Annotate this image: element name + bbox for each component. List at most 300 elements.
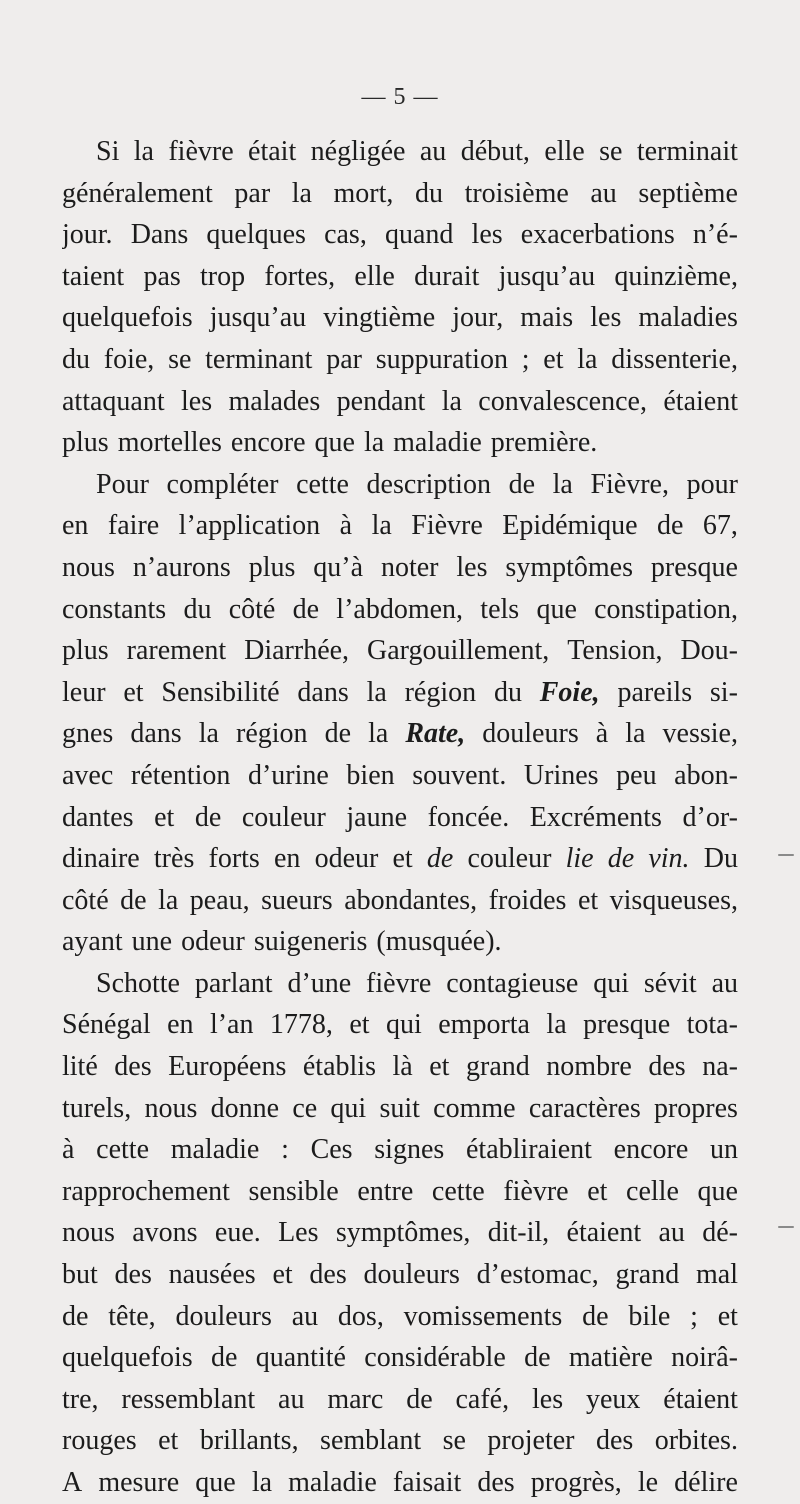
word: n’é-: [692, 219, 738, 251]
word: peu: [616, 759, 657, 791]
word: tête,: [108, 1300, 156, 1332]
word: d’or-: [682, 801, 738, 833]
word: yeux: [585, 1383, 641, 1415]
word: Gargouillement,: [367, 635, 550, 667]
word: établiraient: [466, 1134, 592, 1166]
word: et: [429, 1051, 450, 1083]
word: suppuration: [375, 343, 508, 375]
word: la: [625, 718, 646, 750]
word: et: [587, 1175, 608, 1207]
word: les: [456, 551, 488, 583]
word: nous: [62, 1217, 115, 1249]
word: des: [595, 1425, 634, 1457]
word: encore: [613, 1134, 689, 1166]
word: du: [493, 676, 522, 708]
text-line: [62, 838, 738, 880]
word: rapprochement: [62, 1175, 230, 1207]
word: la: [363, 427, 385, 459]
word: de: [62, 1300, 89, 1332]
word: pour: [686, 468, 738, 500]
word: couleur: [467, 843, 552, 875]
word: pas: [143, 260, 181, 292]
word: qui: [330, 1092, 367, 1124]
word: en: [62, 510, 89, 542]
word: abon-: [674, 759, 738, 791]
word: au: [711, 967, 738, 999]
word: ce: [292, 1092, 318, 1124]
word: Urines: [523, 759, 599, 791]
text-line: [62, 422, 738, 464]
word: taient: [62, 260, 125, 292]
word: la: [366, 676, 387, 708]
word: en: [273, 843, 301, 875]
word: de: [508, 468, 535, 500]
text-line: [62, 173, 738, 215]
text-line: [62, 755, 738, 797]
word: dinaire: [62, 843, 140, 875]
word: Les: [278, 1217, 319, 1249]
word: les: [590, 302, 622, 334]
text-line: [62, 381, 738, 423]
word: douleurs: [175, 1300, 272, 1332]
word: était: [248, 136, 297, 167]
word: un: [709, 1134, 738, 1166]
word: et: [577, 884, 599, 916]
word: symptômes,: [335, 1217, 471, 1249]
word: Excréments: [529, 801, 662, 833]
word: faisait: [392, 1467, 462, 1498]
word: de: [426, 843, 454, 875]
word: Fièvre: [411, 510, 483, 542]
word: et: [272, 1259, 293, 1291]
word: la: [552, 468, 573, 500]
word: souvent.: [412, 759, 507, 791]
word: de: [194, 801, 222, 833]
word: que: [697, 1175, 738, 1207]
word: troisième: [464, 177, 569, 209]
word: Ces: [310, 1134, 353, 1166]
word: Dans: [130, 219, 189, 251]
word: parlant: [194, 967, 273, 999]
word: région: [236, 718, 308, 750]
word: dé-: [702, 1217, 738, 1249]
word: contagieuse: [446, 967, 579, 999]
word: la: [441, 385, 462, 417]
word: la: [546, 1009, 567, 1041]
word: trop: [200, 260, 246, 292]
word: de: [406, 1383, 433, 1415]
word: étaient: [663, 1383, 738, 1415]
word: lité: [62, 1051, 98, 1083]
word: et: [158, 1425, 179, 1457]
word: généralement: [62, 177, 213, 209]
text-line: [62, 1129, 738, 1171]
text-line: [62, 713, 738, 755]
word: emporta: [438, 1009, 530, 1041]
word: nous: [62, 551, 115, 583]
text-line: [62, 672, 738, 714]
word: but: [62, 1259, 98, 1291]
word: quelques: [206, 219, 306, 251]
word: quinzième,: [614, 260, 738, 292]
word: Tension,: [567, 635, 663, 667]
word: leur: [62, 676, 106, 708]
word: plus: [62, 427, 109, 459]
word: des: [309, 1259, 347, 1291]
word: fièvre: [366, 967, 432, 999]
word: forts: [208, 843, 260, 875]
word: que: [314, 427, 355, 459]
word: au: [419, 136, 447, 167]
word: côté: [62, 884, 109, 916]
word: plus: [248, 551, 296, 583]
word: d’estomac,: [476, 1259, 599, 1291]
word: compléter: [166, 468, 279, 500]
word: :: [281, 1134, 289, 1166]
word: avons: [132, 1217, 198, 1249]
text-line: [62, 256, 738, 298]
word: Rate,: [405, 718, 466, 750]
word: propres: [653, 1092, 738, 1124]
word: brillants,: [199, 1425, 299, 1457]
word: Du: [703, 843, 738, 875]
text-line: [62, 297, 738, 339]
word: exacerbations: [520, 219, 675, 251]
text-line: [62, 589, 738, 631]
word: nous: [144, 1092, 198, 1124]
word: douleurs: [482, 718, 579, 750]
word: maladies: [638, 302, 738, 334]
word: établis: [302, 1051, 376, 1083]
word: lie: [565, 843, 594, 875]
word: avec: [62, 759, 114, 791]
word: quelquefois: [62, 1342, 193, 1374]
word: visqueuses,: [609, 884, 738, 916]
word: de: [607, 843, 635, 875]
word: mortelles: [117, 427, 222, 459]
word: peau,: [189, 884, 250, 916]
word: dans: [130, 718, 182, 750]
word: convalescence,: [478, 385, 647, 417]
word: matière: [568, 1342, 653, 1374]
word: la: [133, 136, 154, 167]
word: Fièvre,: [590, 468, 669, 500]
text-line: [62, 1004, 738, 1046]
word: Dou-: [680, 635, 738, 667]
word: couleur: [241, 801, 326, 833]
word: eue.: [214, 1217, 261, 1249]
word: des: [477, 1467, 515, 1498]
word: cette: [431, 1175, 485, 1207]
word: dos,: [337, 1300, 384, 1332]
word: la: [371, 510, 392, 542]
word: de: [324, 718, 352, 750]
word: vessie,: [662, 718, 738, 750]
word: jour,: [452, 302, 504, 334]
word: comme: [433, 1092, 516, 1124]
word: Sensibilité: [161, 676, 280, 708]
text-line: [62, 1171, 738, 1213]
word: d’urine: [247, 759, 329, 791]
word: quantité: [255, 1342, 346, 1374]
word: grand: [466, 1051, 530, 1083]
word: presque: [650, 551, 738, 583]
word: foie,: [103, 343, 155, 375]
word: à: [339, 510, 353, 542]
word: presque: [583, 1009, 671, 1041]
word: jusqu’au: [209, 302, 307, 334]
word: sueurs: [261, 884, 333, 916]
word: très: [153, 843, 195, 875]
word: qui: [593, 967, 629, 999]
word: maladie: [288, 1467, 377, 1498]
word: vin.: [648, 843, 690, 875]
word: dit-il,: [487, 1217, 550, 1249]
word: les: [181, 385, 213, 417]
word: pareils: [617, 676, 693, 708]
text-line: [62, 1296, 738, 1338]
word: maladie: [393, 427, 482, 459]
word: Pour: [96, 468, 149, 500]
word: (musquée).: [376, 926, 502, 958]
word: tre,: [62, 1383, 99, 1415]
text-line: [62, 547, 738, 589]
word: suit: [379, 1092, 420, 1124]
margin-mark: [778, 854, 794, 856]
text-line: [62, 1212, 738, 1254]
word: Schotte: [96, 967, 180, 999]
word: cas,: [324, 219, 367, 251]
text-line: [62, 1088, 738, 1130]
word: et: [349, 1009, 370, 1041]
word: marc: [327, 1383, 384, 1415]
word: progrès,: [530, 1467, 622, 1498]
word: terminant: [205, 343, 313, 375]
word: et: [717, 1300, 738, 1332]
word: et: [123, 676, 144, 708]
word: au: [658, 1217, 685, 1249]
word: fièvre: [503, 1175, 569, 1207]
word: nombre: [546, 1051, 632, 1083]
word: Si: [96, 136, 120, 167]
word: côté: [228, 593, 276, 625]
page-number: — 5 —: [361, 84, 439, 110]
word: au: [291, 1300, 319, 1332]
word: douleurs: [363, 1259, 460, 1291]
word: de: [210, 1342, 238, 1374]
word: cette: [296, 468, 349, 500]
word: se: [442, 1425, 466, 1457]
word: faire: [107, 510, 160, 542]
word: région: [404, 676, 477, 708]
word: noter: [380, 551, 439, 583]
word: ayant: [62, 926, 123, 958]
word: de: [582, 1300, 609, 1332]
text-line: [62, 630, 738, 672]
word: la: [198, 718, 219, 750]
word: cette: [96, 1134, 149, 1166]
word: vomissements: [403, 1300, 563, 1332]
word: qu’à: [313, 551, 364, 583]
word: une: [131, 926, 173, 958]
word: qui: [386, 1009, 422, 1041]
word: que: [536, 593, 577, 625]
word: attaquant: [62, 385, 165, 417]
word: mais: [520, 302, 574, 334]
word: signes: [374, 1134, 445, 1166]
word: ressemblant: [121, 1383, 256, 1415]
word: des: [114, 1051, 152, 1083]
word: grand: [615, 1259, 680, 1291]
word: Foie,: [539, 676, 600, 708]
word: étaient: [663, 385, 738, 417]
word: plus: [62, 635, 109, 667]
word: quelquefois: [62, 302, 193, 334]
word: étaient: [566, 1217, 642, 1249]
word: mal: [696, 1259, 738, 1291]
margin-mark: [778, 1226, 794, 1228]
word: début,: [460, 136, 530, 167]
text-line: [62, 1046, 738, 1088]
word: et: [392, 843, 413, 875]
text-line: [62, 963, 738, 1005]
word: jour.: [62, 219, 113, 251]
word: odeur: [181, 926, 245, 958]
word: de: [524, 1342, 551, 1374]
word: A: [62, 1467, 83, 1498]
word: du: [62, 343, 90, 375]
word: rarement: [126, 635, 227, 667]
word: ;: [690, 1300, 698, 1332]
word: si-: [709, 676, 738, 708]
word: l’abdomen,: [336, 593, 464, 625]
word: sévit: [643, 967, 697, 999]
word: Diarrhée,: [244, 635, 350, 667]
word: projeter: [487, 1425, 575, 1457]
word: café,: [455, 1383, 510, 1415]
word: 1778,: [269, 1009, 333, 1041]
word: la: [577, 343, 598, 375]
word: quand: [384, 219, 454, 251]
word: odeur: [314, 843, 379, 875]
word: vingtième: [323, 302, 436, 334]
word: la: [251, 1467, 273, 1498]
text-line: [62, 797, 738, 839]
word: dissenterie,: [611, 343, 738, 375]
word: mesure: [98, 1467, 180, 1498]
word: constants: [62, 593, 167, 625]
text-line: [62, 505, 738, 547]
word: par: [326, 343, 362, 375]
word: 67,: [702, 510, 738, 542]
word: sensible: [248, 1175, 339, 1207]
word: bien: [346, 759, 395, 791]
text-line: [62, 131, 738, 173]
word: se: [168, 343, 192, 375]
word: par: [234, 177, 271, 209]
word: fortes,: [264, 260, 336, 292]
text-line: [62, 1420, 738, 1462]
word: à: [62, 1134, 75, 1166]
text-line: [62, 880, 738, 922]
word: de: [657, 510, 684, 542]
word: rouges: [62, 1425, 137, 1457]
word: semblant: [320, 1425, 422, 1457]
word: à: [595, 718, 609, 750]
text-line: [62, 339, 738, 381]
word: Epidémique: [502, 510, 638, 542]
word: durait: [414, 260, 480, 292]
word: celle: [626, 1175, 679, 1207]
word: septième: [638, 177, 738, 209]
word: froides: [488, 884, 567, 916]
word: des: [648, 1051, 686, 1083]
word: entre: [357, 1175, 414, 1207]
word: noirâ-: [671, 1342, 738, 1374]
word: elle: [544, 136, 585, 167]
word: caractères: [528, 1092, 641, 1124]
word: nausées: [168, 1259, 256, 1291]
word: considérable: [364, 1342, 506, 1374]
word: se: [599, 136, 623, 167]
word: malades: [228, 385, 321, 417]
word: elle: [354, 260, 395, 292]
word: au: [278, 1383, 305, 1415]
word: que: [195, 1467, 236, 1498]
word: première.: [490, 427, 598, 459]
word: les: [471, 219, 503, 251]
text-line: [62, 464, 738, 506]
word: en: [167, 1009, 194, 1041]
word: encore: [230, 427, 306, 459]
text-line: [62, 1337, 738, 1379]
word: orbites.: [654, 1425, 738, 1457]
word: description: [366, 468, 491, 500]
text-line: [62, 214, 738, 256]
word: suigeneris: [253, 926, 368, 958]
body-text: [62, 131, 738, 1504]
text-line: [62, 1462, 738, 1504]
word: le: [637, 1467, 659, 1498]
word: la: [291, 177, 312, 209]
word: ;: [521, 343, 530, 375]
word: là: [392, 1051, 413, 1083]
word: l’an: [209, 1009, 254, 1041]
word: et: [154, 801, 175, 833]
word: abondantes,: [344, 884, 478, 916]
word: de: [292, 593, 320, 625]
word: des: [114, 1259, 152, 1291]
word: symptômes: [505, 551, 633, 583]
text-line: [62, 921, 738, 963]
word: du: [415, 177, 443, 209]
word: mort,: [333, 177, 394, 209]
word: fièvre: [168, 136, 234, 167]
word: turels,: [62, 1092, 132, 1124]
word: maladie: [170, 1134, 260, 1166]
word: donne: [210, 1092, 280, 1124]
word: bile: [628, 1300, 671, 1332]
word: pendant: [336, 385, 426, 417]
word: Européens: [168, 1051, 287, 1083]
word: au: [590, 177, 617, 209]
word: l’application: [178, 510, 321, 542]
word: terminait: [636, 136, 738, 167]
word: tota-: [686, 1009, 738, 1041]
word: la: [368, 718, 389, 750]
word: n’aurons: [132, 551, 231, 583]
word: rétention: [130, 759, 231, 791]
